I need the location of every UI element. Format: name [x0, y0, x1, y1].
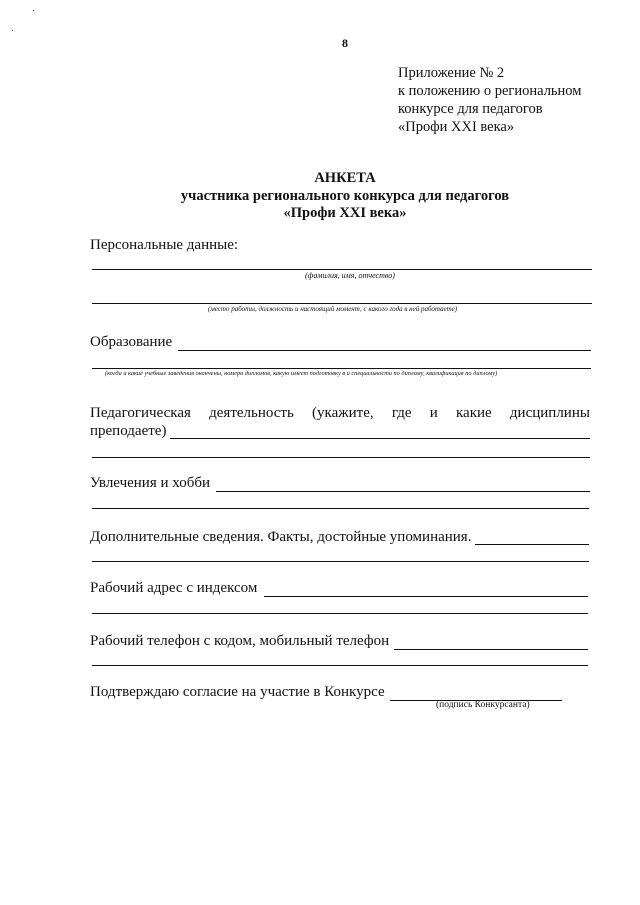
pedagogical-label-row — [90, 405, 590, 422]
consent-label: Подтверждаю согласие на участие в Конкурсе — [90, 684, 385, 700]
appendix-line: Приложение № 2 — [398, 65, 505, 81]
additional-info-label: Дополнительные сведения. Факты, достойные упоминания. — [90, 529, 472, 545]
phone-label: Рабочий телефон с кодом, мобильный телефон — [90, 633, 390, 649]
hobbies-label: Увлечения и хобби — [90, 475, 210, 491]
education-line[interactable] — [178, 350, 591, 351]
appendix-line: конкурсе для педагогов — [398, 101, 543, 117]
page-number: 8 — [342, 36, 348, 50]
pedagogical-word: Педагогическая — [90, 405, 191, 421]
title-line: «Профи XXI века» — [283, 205, 407, 221]
appendix-block — [398, 64, 581, 136]
personal-data-line[interactable] — [92, 269, 592, 270]
appendix-line: «Профи XXI века» — [398, 119, 515, 135]
appendix-line: к положению о региональном — [398, 83, 582, 99]
signature-caption: (подпись Конкурсанта) — [436, 700, 530, 710]
education-label: Образование — [90, 334, 173, 350]
pedagogical-word: где — [391, 405, 412, 421]
pedagogical-line[interactable] — [170, 438, 590, 439]
work-address-line[interactable] — [264, 596, 588, 597]
work-address-label: Рабочий адрес с индексом — [90, 580, 258, 596]
additional-info-line[interactable] — [475, 544, 589, 545]
title-line: участника регионального конкурса для педагогов — [180, 187, 510, 204]
title-line: АНКЕТА — [314, 170, 376, 186]
additional-info-line-2[interactable] — [92, 561, 589, 562]
scan-speck — [33, 10, 34, 11]
personal-data-caption: (фамилия, имя, отчество) — [305, 271, 395, 280]
personal-data-label: Персональные данные: — [90, 237, 239, 253]
scan-speck — [12, 30, 13, 31]
workplace-caption: (место работы, должность и настоящий момент, с какого года в ней работаете) — [208, 305, 458, 313]
pedagogical-line-2[interactable] — [92, 457, 590, 458]
pedagogical-word: деятельность — [209, 405, 294, 421]
pedagogical-word: (укажите, — [312, 405, 374, 421]
education-line-2[interactable] — [92, 368, 591, 369]
pedagogical-label-end: преподаете) — [90, 423, 167, 439]
workplace-line[interactable] — [92, 303, 592, 304]
hobbies-line-2[interactable] — [92, 508, 589, 509]
work-address-line-2[interactable] — [92, 613, 588, 614]
education-caption: (когда и какие учебные заведения окончены, номера дипломов, какую имеет подготовку в и специальности по диплому, квалификация по диплому) — [105, 370, 498, 377]
pedagogical-word: и — [429, 405, 438, 421]
hobbies-line[interactable] — [216, 491, 590, 492]
phone-line-2[interactable] — [92, 665, 588, 666]
form-title — [0, 170, 640, 223]
phone-line[interactable] — [394, 649, 588, 650]
pedagogical-word: какие — [456, 405, 492, 421]
pedagogical-word: дисциплины — [509, 405, 590, 421]
